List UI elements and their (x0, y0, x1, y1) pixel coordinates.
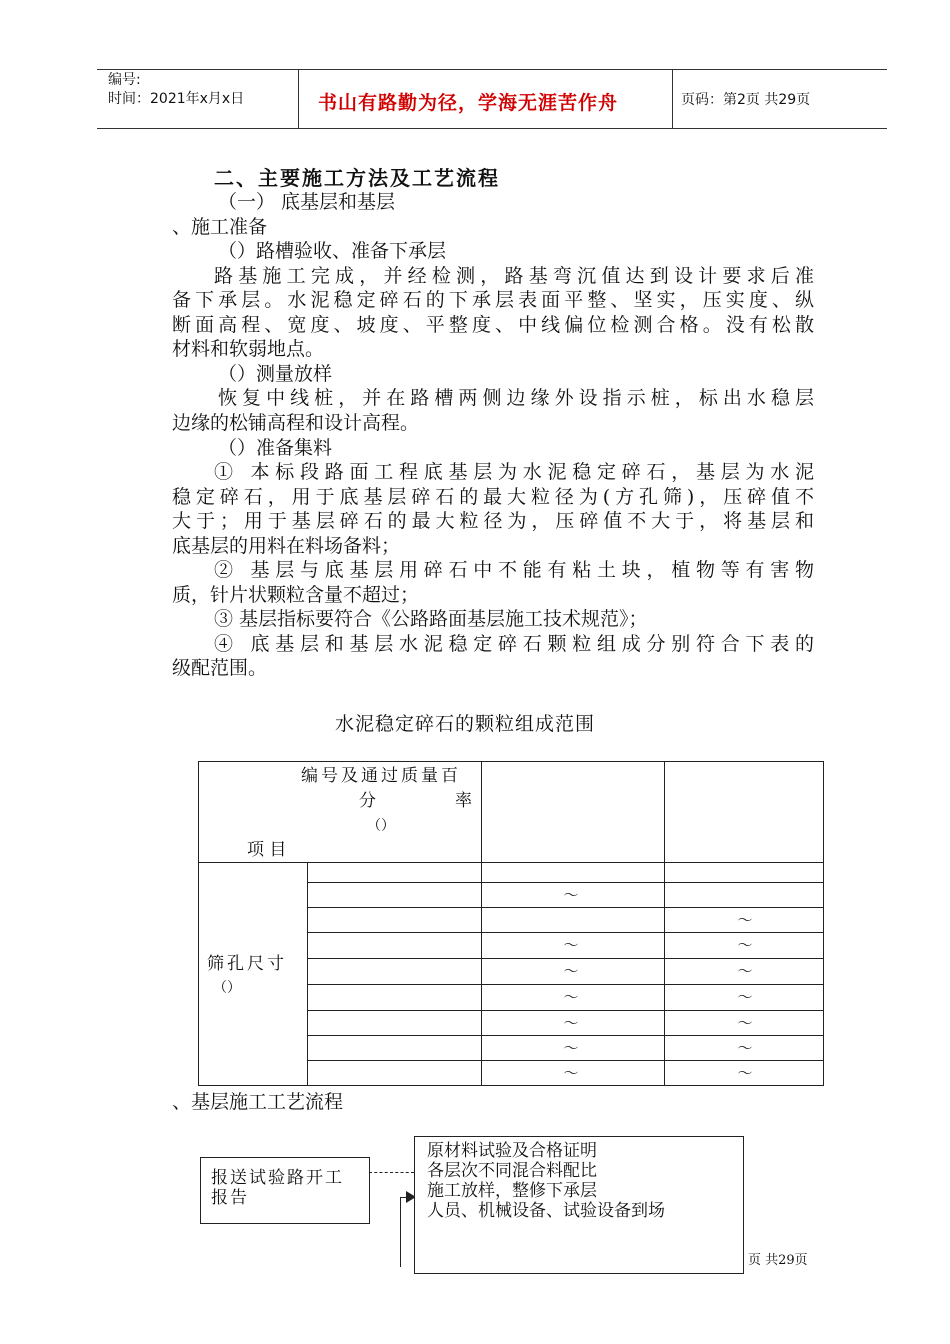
sieve-label: 筛孔尺寸 (207, 954, 287, 974)
range-tilde-col2: ～ (737, 962, 753, 980)
item1-line: 断面高程、宽度、坡度、平整度、中线偏位检测合格。没有松散 (172, 314, 814, 336)
range-tilde-col1: ～ (563, 1063, 579, 1082)
item3-line: 级配范围。 (172, 657, 268, 679)
header-divider-2 (672, 69, 673, 129)
table-row-line (307, 958, 823, 959)
header-text: 率 (455, 791, 472, 811)
range-tilde-col1: ～ (563, 962, 579, 980)
flow-right-text: 各层次不同混合料配比 (427, 1161, 597, 1181)
item1-title: （）路槽验收、准备下承层 (218, 240, 447, 262)
table-row-line (307, 1060, 823, 1061)
range-tilde-col2: ～ (737, 936, 753, 954)
flow-left-text: 报告 (211, 1188, 249, 1208)
flow-right-text: 施工放样，整修下承层 (427, 1181, 597, 1201)
table-row-line (307, 882, 823, 883)
item3-line: ③ 基层指标要符合《公路路面基层施工技术规范》； (214, 608, 648, 630)
sieve-unit: （） (213, 980, 241, 996)
header-text: 编号及通过质量百 (301, 766, 461, 786)
range-tilde-col1: ～ (563, 936, 579, 954)
header-unit: （） (367, 818, 395, 834)
range-tilde-col2: ～ (737, 910, 753, 929)
flow-box-right (414, 1136, 744, 1274)
range-tilde-col1: ～ (563, 1038, 579, 1057)
range-tilde-col2: ～ (737, 1063, 753, 1082)
flow-box-left (200, 1157, 370, 1224)
header-top-rule (97, 69, 887, 70)
range-tilde-col1: ～ (563, 1013, 579, 1032)
item2-title: （）测量放样 (218, 363, 333, 385)
item1-line: 材料和软弱地点。 (172, 338, 325, 360)
range-tilde-col1: ～ (563, 885, 579, 904)
table-caption: 水泥稳定碎石的颗粒组成范围 (335, 713, 596, 735)
table-col-line (481, 762, 482, 1085)
table-row-line (307, 907, 823, 908)
header-bottom-rule (97, 128, 887, 129)
table-row-line (307, 984, 823, 985)
range-tilde-col2: ～ (737, 1013, 753, 1032)
range-tilde-col2: ～ (737, 988, 753, 1006)
page-label: 页码：第2页 共29页 (681, 92, 811, 108)
item3-line: 稳定碎石，用于底基层碎石的最大粒径为(方孔筛)，压碎值不 (172, 486, 814, 508)
item2-line: 边缘的松铺高程和设计高程。 (172, 412, 420, 434)
header-divider-1 (298, 69, 299, 129)
time-label: 时间：2021年x月x日 (108, 91, 245, 107)
header-text: 分 (359, 791, 376, 811)
item3-line: 质，针片状颗粒含量不超过； (172, 584, 420, 606)
footer-page-note: 页 共29页 (748, 1253, 808, 1268)
range-tilde-col1: ～ (563, 988, 579, 1006)
flow-title: 、基层施工工艺流程 (172, 1091, 344, 1113)
flow-right-text: 原材料试验及合格证明 (427, 1141, 597, 1161)
item-label: 项 目 (247, 840, 287, 860)
item3-line: 大于；用于基层碎石的最大粒径为，压碎值不大于，将基层和 (172, 510, 814, 532)
item3-line: 底基层的用料在料场备料； (172, 535, 401, 557)
table-row-line (307, 932, 823, 933)
step-heading: 、施工准备 (172, 216, 268, 238)
flow-vertical-line (400, 1197, 401, 1267)
item3-line: ④ 底基层和基层水泥稳定碎石颗粒组成分别符合下表的 (214, 633, 814, 655)
flow-right-text: 人员、机械设备、试验设备到场 (427, 1201, 665, 1221)
serial-label: 编号: (108, 72, 141, 88)
table-row-line (307, 1010, 823, 1011)
motto: 书山有路勤为径，学海无涯苦作舟 (318, 92, 619, 114)
table-col-line (664, 762, 665, 1085)
table-row-line (199, 862, 823, 863)
item3-line: ① 本标段路面工程底基层为水泥稳定碎石，基层为水泥 (214, 461, 814, 483)
sub-heading: （一） 底基层和基层 (218, 191, 396, 213)
flow-left-text: 报送试验路开工 (211, 1168, 344, 1188)
table-col-line (307, 862, 308, 1085)
item1-line: 路基施工完成，并经检测，路基弯沉值达到设计要求后准 (214, 265, 814, 287)
table-row-line (307, 1035, 823, 1036)
item3-title: （）准备集料 (218, 437, 333, 459)
item1-line: 备下承层。水泥稳定碎石的下承层表面平整、坚实，压实度、纵 (172, 289, 814, 311)
grading-table (198, 761, 824, 1086)
item2-line: 恢复中线桩，并在路槽两侧边缘外设指示桩，标出水稳层 (218, 387, 814, 409)
flow-dashed-connector (369, 1172, 414, 1173)
section-title: 二、主要施工方法及工艺流程 (214, 166, 500, 190)
range-tilde-col2: ～ (737, 1038, 753, 1057)
item3-line: ② 基层与底基层用碎石中不能有粘土块，植物等有害物 (214, 559, 814, 581)
